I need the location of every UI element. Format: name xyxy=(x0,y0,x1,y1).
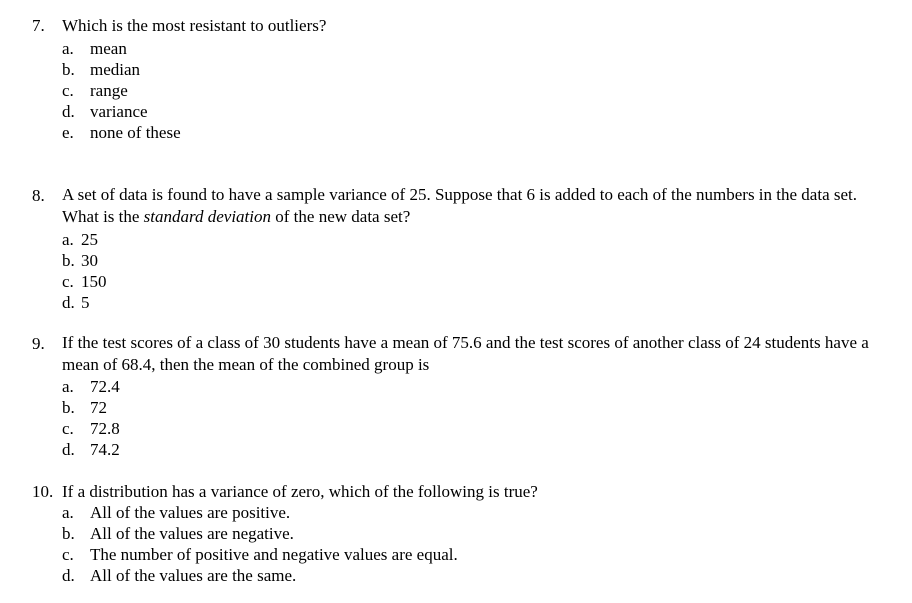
option-e: e. none of these xyxy=(62,123,181,142)
question-number: 10. xyxy=(32,482,54,501)
option-b: b. All of the values are negative. xyxy=(62,524,294,543)
emphasis-text: standard deviation xyxy=(143,207,272,226)
option-c: c. 72.8 xyxy=(62,419,120,438)
option-a: a. All of the values are positive. xyxy=(62,503,291,522)
question-number: 7. xyxy=(32,16,45,35)
option-d: d. variance xyxy=(62,102,148,121)
option-d: d. 74.2 xyxy=(62,440,120,459)
question-text: If a distribution has a variance of zero, which of the following is true? xyxy=(62,482,538,501)
question-text: Which is the most resistant to outliers? xyxy=(62,16,327,35)
option-b: b. 30 xyxy=(62,251,98,270)
option-d: d. All of the values are the same. xyxy=(62,566,297,585)
question-text: A set of data is found to have a sample variance of 25. Suppose that 6 is added to each of the numbers in the data set. What is the standard deviation of the new data set? xyxy=(62,185,857,226)
question-text: If the test scores of a class of 30 students have a mean of 75.6 and the test scores of another class of 24 students have a mean of 68.4, then the mean of the combined group is xyxy=(62,333,869,374)
option-d: d. 5 xyxy=(62,293,90,312)
option-c: c. The number of positive and negative values are equal. xyxy=(62,545,458,564)
option-b: b. 72 xyxy=(62,398,107,417)
option-c: c. range xyxy=(62,81,128,100)
question-number: 9. xyxy=(32,334,45,353)
option-c: c. 150 xyxy=(62,272,107,291)
question-number: 8. xyxy=(32,186,45,205)
option-b: b. median xyxy=(62,60,141,79)
option-a: a. 25 xyxy=(62,230,98,249)
option-a: a. mean xyxy=(62,39,127,58)
option-a: a. 72.4 xyxy=(62,377,120,396)
